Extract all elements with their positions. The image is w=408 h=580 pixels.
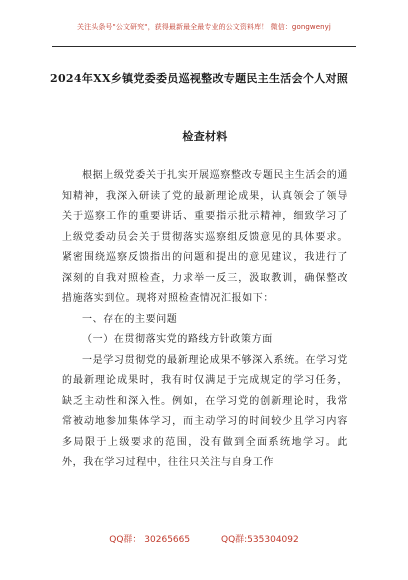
header-note: 关注头条号"公文研究"，获得最新最全最专业的公文资料库！ 微信：gongwenyj [77, 23, 331, 31]
title-line-1: 2024年XX乡镇党委委员巡视整改专题民主生活会个人对照 [50, 72, 349, 85]
footer-qq-group-2: QQ群:535304092 [220, 535, 299, 545]
footer-qq-group-1: QQ群： 30265665 [109, 535, 191, 545]
title-line-2: 检查材料 [182, 130, 228, 143]
section-heading: 一、存在的主要问题 [82, 313, 178, 325]
intro-paragraph: 根据上级党委关于扎实开展巡察整改专题民主生活会的通知精神，我深入研读了党的最新理论成果，认真领会了领导关于巡察工作的重要讲话、重要指示批示精神，细致学习了上级党委动员会关于贯彻落实巡察组反馈意见的具体要求。紧密围绕巡察反馈指出的问题和提出的意见建议，我进行了深刻的自我对照检查，力求举一反三，汲取教训，确保整改措施落实到位。现将对照检查情况汇报如下： [62, 170, 348, 304]
page-footer [0, 532, 408, 552]
document-body [62, 166, 348, 474]
page-header [0, 0, 408, 52]
header-divider [52, 46, 356, 47]
body-paragraph: 一是学习贯彻党的最新理论成果不够深入系统。在学习党的最新理论成果时，我有时仅满足于完成规定的学习任务，缺乏主动性和深入性。例如，在学习党的创新理论时，我常常被动地参加集体学习，而主动学习的时间较少且学习内容多局限于上级要求的范围，没有做到全面系统地学习。此外，我在学习过程中，往往只关注与自身工作 [62, 354, 348, 468]
subsection-heading: （一）在贯彻落实党的路线方针政策方面 [82, 334, 273, 345]
document-title [50, 68, 360, 148]
